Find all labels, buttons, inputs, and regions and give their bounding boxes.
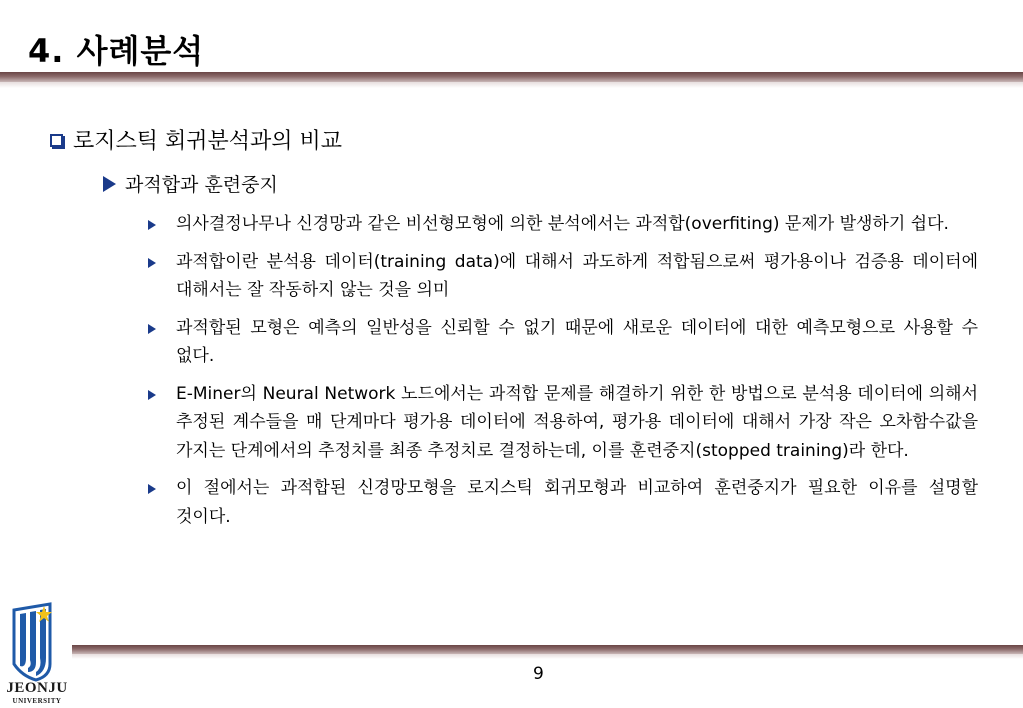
top-divider-bar (0, 72, 1023, 82)
arrow-right-small-icon (148, 390, 156, 400)
bullet-text: E-Miner의 Neural Network 노드에서는 과적합 문제를 해결하기 위한 한 방법으로 분석용 데이터에 의해서 추정된 계수들을 매 단계마다 평가용 데이터에 적용하여, 평가용 데이터에 대해서 가장 작은 오차함수값을 가지는 단계에서의 추정치를 최종 추정치로 결정하는데, 이를 훈련중지(stopped training)라 한다. (176, 383, 978, 461)
bullet-text: 과적합된 모형은 예측의 일반성을 신뢰할 수 없기 때문에 새로운 데이터에 대한 예측모형으로 사용할 수 없다. (176, 317, 978, 366)
logo-subtitle: UNIVERSITY (12, 697, 62, 705)
section-heading (50, 124, 342, 155)
logo-name: JEONJU (6, 680, 68, 696)
slide-title: 4. 사례분석 (28, 32, 205, 70)
list-item (148, 314, 978, 371)
bullet-text: 이 절에서는 과적합된 신경망모형을 로지스틱 회귀모형과 비교하여 훈련중지가 필요한 이유를 설명할 것이다. (176, 478, 978, 527)
arrow-right-icon (103, 176, 116, 192)
bullet-text: 의사결정나무나 신경망과 같은 비선형모형에 의한 분석에서는 과적합(overfiting) 문제가 발생하기 쉽다. (176, 214, 949, 234)
bullet-list (148, 210, 978, 540)
list-item (148, 210, 978, 239)
arrow-right-small-icon (148, 258, 156, 268)
arrow-right-small-icon (148, 220, 156, 230)
list-item (148, 380, 978, 466)
sub-heading-text: 과적합과 훈련중지 (125, 174, 278, 196)
arrow-right-small-icon (148, 484, 156, 494)
checkbox-square-icon (50, 134, 63, 147)
list-item (148, 474, 978, 531)
bullet-text: 과적합이란 분석용 데이터(training data)에 대해서 과도하게 적합됨으로써 평가용이나 검증용 데이터에 대해서는 잘 작동하지 않는 것을 의미 (176, 251, 978, 300)
sub-heading (103, 170, 278, 197)
bottom-divider-shadow (72, 654, 1023, 659)
section-heading-text: 로지스틱 회귀분석과의 비교 (73, 129, 343, 154)
bottom-divider-bar (72, 645, 1023, 654)
top-divider-shadow (0, 82, 1023, 88)
arrow-right-small-icon (148, 324, 156, 334)
page-number: 9 (533, 664, 544, 684)
list-item (148, 248, 978, 305)
